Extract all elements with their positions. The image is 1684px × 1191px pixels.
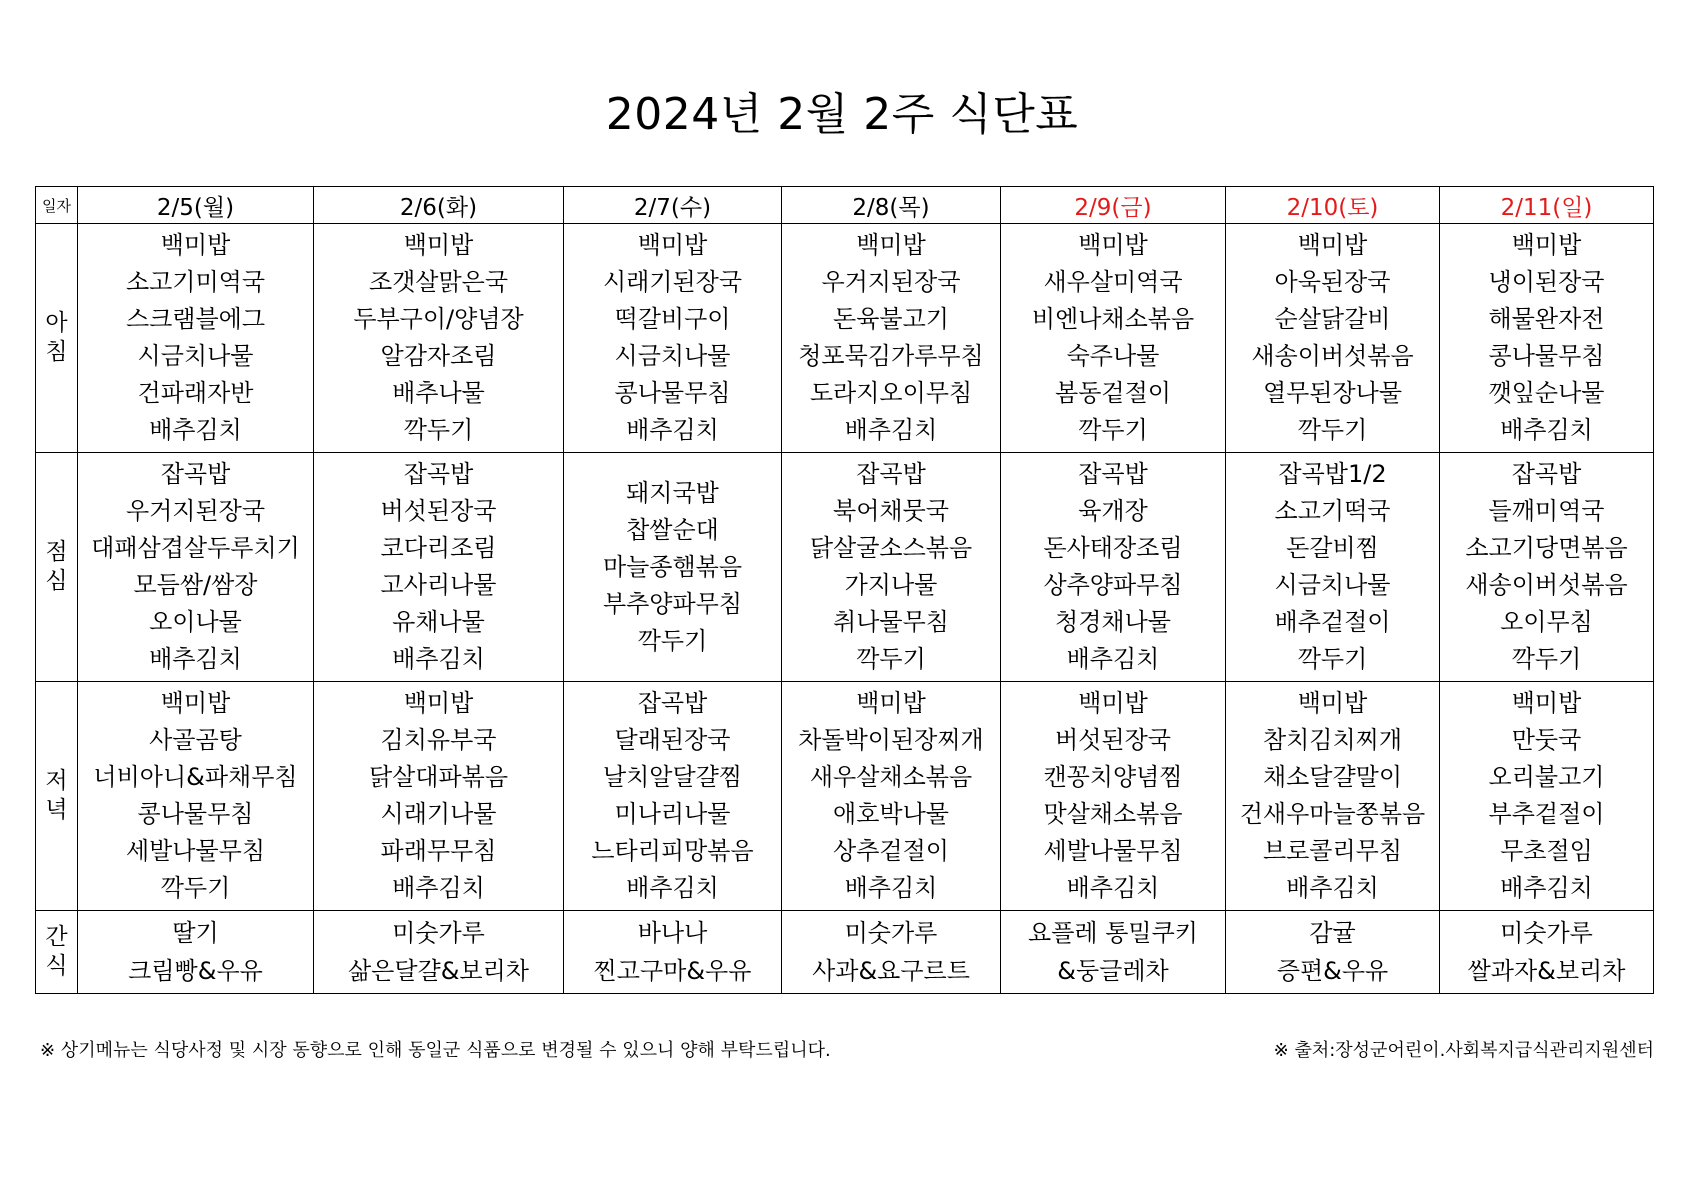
menu-item: 모듬쌈/쌈장 [133,571,258,599]
menu-item: 차돌박이된장찌개 [798,726,984,754]
day-header: 2/11(일) [1440,187,1654,224]
menu-item: 새우살채소볶음 [809,763,973,791]
menu-item: 소고기떡국 [1274,497,1391,525]
menu-item: 캔꽁치양념찜 [1043,763,1183,791]
snack-item: 크림빵&우유 [128,957,263,985]
snack-item: 증편&우유 [1276,957,1389,985]
menu-item: 날치알달걀찜 [602,763,743,791]
menu-item: 배추김치 [149,645,242,673]
menu-item: 배추겉절이 [1274,608,1391,636]
menu-item: 깍두기 [1511,645,1582,673]
menu-cell [1226,682,1440,911]
menu-item: 숙주나물 [1066,342,1160,370]
menu-cell [1440,224,1654,453]
menu-item: 달래된장국 [614,726,731,754]
menu-item: 상추양파무침 [1043,571,1183,599]
menu-item: 채소달걀말이 [1262,763,1403,791]
day-header: 2/9(금) [1001,187,1226,224]
menu-item: 배추김치 [626,874,719,902]
menu-item: 미나리나물 [614,800,731,828]
menu-item: 잡곡밥 [637,689,708,717]
menu-item: 돈육불고기 [833,305,949,333]
menu-item: 해물완자전 [1488,305,1605,333]
meal-label [36,453,78,682]
snack-item: 쌀과자&보리차 [1467,957,1626,985]
menu-item: 시래기된장국 [602,268,743,296]
menu-item: 백미밥 [1511,231,1582,259]
menu-item: 사골곰탕 [149,726,242,754]
menu-cell [314,682,564,911]
menu-item: 세발나물무침 [125,837,266,865]
menu-item: 새송이버섯볶음 [1465,571,1628,599]
menu-cell [78,224,314,453]
menu-item: 청포묵김가루무침 [798,342,984,370]
menu-cell [1001,682,1226,911]
menu-item: 소고기미역국 [125,268,266,296]
menu-item: 백미밥 [1511,689,1582,717]
snack-item: 사과&요구르트 [812,957,970,985]
menu-item: 깍두기 [1297,645,1368,673]
menu-item: 무초절임 [1500,837,1593,865]
snack-item: 찐고구마&우유 [593,957,752,985]
menu-item: 부추겉절이 [1488,800,1605,828]
menu-item: 백미밥 [1297,689,1368,717]
menu-item: 떡갈비구이 [614,305,731,333]
menu-item: 깻잎순나물 [1488,379,1605,407]
menu-item: 유채나물 [392,608,485,636]
menu-item: 돈갈비찜 [1286,534,1379,562]
meal-label-char: 심 [45,568,68,594]
menu-item: 잡곡밥 [1511,460,1582,488]
menu-item: 상추겉절이 [833,837,949,865]
menu-item: 배추김치 [1500,416,1593,444]
menu-item: 배추김치 [1286,874,1379,902]
menu-item: 알감자조림 [380,342,497,370]
meal-label-char: 아 [45,310,68,336]
menu-item: 시금치나물 [1274,571,1391,599]
meal-label-char: 간 [45,924,68,950]
snack-item: 미숫가루 [1500,919,1593,947]
day-header: 2/8(목) [782,187,1001,224]
snack-item: 삶은달걀&보리차 [347,957,529,985]
menu-item: 깍두기 [403,416,474,444]
menu-item: 비엔나채소볶음 [1031,305,1195,333]
menu-item: 봄동겉절이 [1055,379,1171,407]
source-note: ※ 출처:장성군어린이.사회복지급식관리지원센터 [1273,1040,1654,1061]
menu-item: 냉이된장국 [1488,268,1605,296]
meal-label-char: 식 [45,953,68,979]
menu-item: 잡곡밥 [160,460,231,488]
menu-item: 배추나물 [392,379,485,407]
meal-row [36,224,1654,453]
menu-cell [564,453,782,682]
date-corner-label: 일자 [36,187,78,224]
menu-item: 시금치나물 [137,342,254,370]
meal-label-char: 녁 [45,797,68,823]
menu-item: 백미밥 [403,231,474,259]
menu-item: 오이무침 [1500,608,1593,636]
menu-item: 세발나물무침 [1043,837,1183,865]
disclaimer-note: ※ 상기메뉴는 식당사정 및 시장 동향으로 인해 동일군 식품으로 변경될 수 있으니 양해 부탁드립니다. [40,1040,831,1061]
day-header: 2/10(토) [1226,187,1440,224]
snack-row [36,911,1654,994]
menu-item: 들깨미역국 [1488,497,1605,525]
menu-item: 아욱된장국 [1274,268,1391,296]
menu-item: 깍두기 [1297,416,1368,444]
snack-item: 미숫가루 [392,919,485,947]
snack-cell [1440,911,1654,994]
menu-item: 스크램블에그 [125,305,266,333]
menu-item: 백미밥 [403,689,474,717]
menu-item: 배추김치 [626,416,719,444]
menu-item: 콩나물무침 [137,800,254,828]
day-header: 2/6(화) [314,187,564,224]
menu-item: 순살닭갈비 [1274,305,1391,333]
menu-cell [564,682,782,911]
menu-item: 브로콜리무침 [1262,837,1403,865]
menu-cell [1001,453,1226,682]
menu-item: 오리불고기 [1488,763,1605,791]
menu-item: 백미밥 [637,231,708,259]
menu-item: 잡곡밥1/2 [1278,460,1387,488]
snack-cell [782,911,1001,994]
menu-item: 코다리조림 [380,534,497,562]
menu-cell [1440,453,1654,682]
snack-item: 미숫가루 [844,919,938,947]
meal-label [36,911,78,994]
menu-item: 소고기당면볶음 [1465,534,1628,562]
menu-item: 깍두기 [160,874,231,902]
menu-item: 잡곡밥 [1078,460,1148,488]
snack-item: 요플레 통밀쿠키&둥글레차 [1028,919,1198,985]
meal-label-char: 저 [45,768,68,794]
menu-item: 마늘종햄볶음 [602,552,743,581]
menu-item: 만둣국 [1511,726,1582,754]
menu-cell [1001,224,1226,453]
menu-cell [78,453,314,682]
menu-item: 콩나물무침 [614,379,731,407]
menu-item: 육개장 [1078,497,1148,525]
menu-item: 조갯살맑은국 [368,268,509,296]
meal-label-char: 점 [45,539,68,565]
menu-item: 고사리나물 [380,571,497,599]
menu-item: 깍두기 [1078,416,1148,444]
meal-label [36,224,78,453]
menu-item: 열무된장나물 [1262,379,1403,407]
menu-item: 백미밥 [1078,689,1148,717]
menu-item: 우거지된장국 [821,268,961,296]
snack-cell [314,911,564,994]
menu-item: 도라지오이무침 [809,379,973,407]
menu-cell [1440,682,1654,911]
menu-item: 느타리피망볶음 [591,837,754,865]
menu-cell [1226,224,1440,453]
menu-item: 배추김치 [392,874,485,902]
menu-item: 배추김치 [844,874,938,902]
menu-item: 배추김치 [1066,645,1160,673]
menu-item: 닭살대파볶음 [368,763,509,791]
header-row [36,187,1654,224]
menu-item: 대패삼겹살두루치기 [91,534,300,562]
menu-item: 백미밥 [160,231,231,259]
day-header: 2/5(월) [78,187,314,224]
meal-label-char: 침 [45,339,68,365]
menu-item: 참치김치찌개 [1262,726,1403,754]
menu-item: 백미밥 [1297,231,1368,259]
menu-item: 가지나물 [844,571,938,599]
meal-row [36,453,1654,682]
snack-item: 바나나 [637,919,708,947]
snack-item: 딸기 [172,919,219,947]
menu-item: 취나물무침 [833,608,949,636]
menu-cell [564,224,782,453]
snack-cell [1001,911,1226,994]
menu-cell [782,453,1001,682]
menu-item: 청경채나물 [1055,608,1171,636]
page-title: 2024년 2월 2주 식단표 [605,89,1079,140]
menu-item: 새송이버섯볶음 [1251,342,1414,370]
menu-item: 새우살미역국 [1043,268,1183,296]
menu-item: 백미밥 [160,689,231,717]
menu-item: 오이나물 [149,608,242,636]
menu-item: 시래기나물 [380,800,497,828]
menu-item: 배추김치 [149,416,242,444]
menu-item: 파래무무침 [380,837,497,865]
menu-item: 찹쌀순대 [626,515,719,544]
menu-item: 깍두기 [856,645,926,673]
menu-item: 맛살채소볶음 [1043,800,1183,828]
menu-item: 백미밥 [856,689,926,717]
day-header: 2/7(수) [564,187,782,224]
menu-item: 부추양파무침 [602,589,743,618]
menu-item: 너비아니&파채무침 [93,763,298,791]
menu-item: 우거지된장국 [125,497,266,525]
menu-item: 배추김치 [1066,874,1160,902]
menu-item: 버섯된장국 [1055,726,1171,754]
menu-item: 잡곡밥 [856,460,926,488]
menu-cell [314,224,564,453]
menu-item: 돈사태장조림 [1043,534,1183,562]
meal-plan-table [35,186,1654,994]
snack-item: 감귤 [1309,919,1356,947]
meal-row [36,682,1654,911]
menu-cell [782,682,1001,911]
menu-item: 버섯된장국 [380,497,497,525]
menu-cell [782,224,1001,453]
snack-cell [1226,911,1440,994]
snack-cell [564,911,782,994]
menu-cell [314,453,564,682]
menu-item: 돼지국밥 [626,478,719,507]
menu-item: 백미밥 [856,231,926,259]
menu-item: 깍두기 [637,626,708,655]
menu-item: 건파래자반 [137,379,254,407]
menu-cell [1226,453,1440,682]
menu-item: 시금치나물 [614,342,731,370]
menu-cell [78,682,314,911]
snack-cell [78,911,314,994]
menu-item: 김치유부국 [380,726,497,754]
meal-label [36,682,78,911]
menu-item: 배추김치 [392,645,485,673]
menu-item: 두부구이/양념장 [353,305,524,333]
menu-item: 닭살굴소스볶음 [809,534,973,562]
menu-item: 배추김치 [1500,874,1593,902]
menu-item: 건새우마늘쫑볶음 [1239,800,1426,828]
menu-item: 백미밥 [1078,231,1148,259]
menu-item: 콩나물무침 [1488,342,1605,370]
menu-item: 애호박나물 [833,800,949,828]
menu-item: 북어채뭇국 [833,497,949,525]
menu-item: 배추김치 [844,416,938,444]
menu-item: 잡곡밥 [403,460,474,488]
